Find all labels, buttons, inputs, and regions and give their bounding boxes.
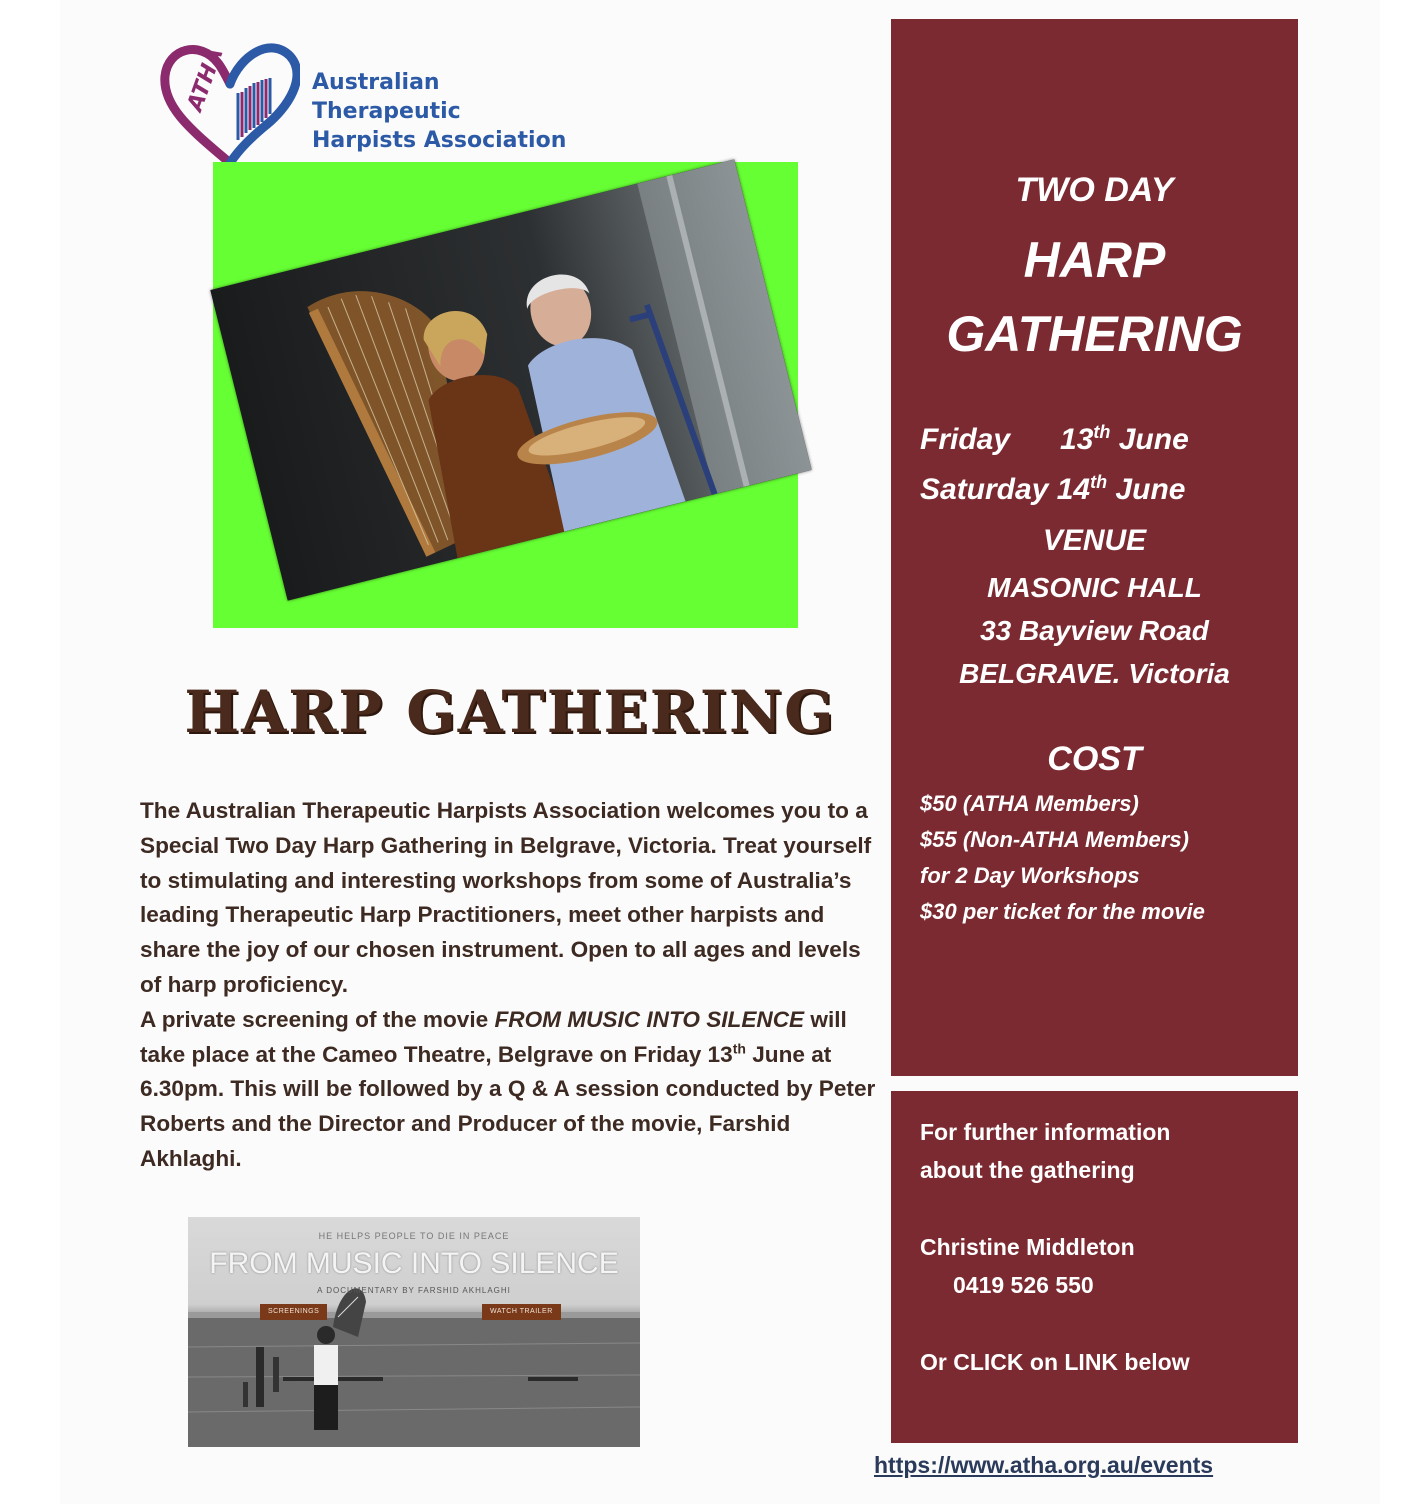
logo-line-1: Australian Therapeutic xyxy=(312,70,461,124)
contact-line-2: about the gathering xyxy=(920,1157,1135,1183)
screening-sup: th xyxy=(732,1040,746,1057)
saturday-label: Saturday 14 xyxy=(920,473,1091,506)
screening-paragraph xyxy=(140,1003,885,1177)
contact-name: Christine Middleton xyxy=(920,1234,1135,1260)
movie-title: FROM MUSIC INTO SILENCE xyxy=(494,1006,805,1032)
headline: HARP GATHERING xyxy=(184,678,836,746)
screenings-button[interactable]: SCREENINGS xyxy=(260,1304,327,1320)
harpists-photo xyxy=(210,159,811,600)
date-saturday xyxy=(920,473,1185,507)
harp-heading: HARP xyxy=(1023,232,1166,288)
contact-panel xyxy=(891,1091,1298,1443)
cost-movie: $30 per ticket for the movie xyxy=(920,899,1205,924)
cost-members: $50 (ATHA Members) xyxy=(920,791,1139,816)
saturday-sup: th xyxy=(1090,472,1108,492)
contact-phone[interactable]: 0419 526 550 xyxy=(953,1272,1094,1298)
screening-text-c: June at 6.30pm. This will be followed by a Q & A session conducted by Peter Roberts and the Director and Producer of the movie, Farshid Akhlaghi. xyxy=(140,1041,876,1171)
movie-poster xyxy=(188,1217,640,1447)
poster-subtitle: A DOCUMENTARY BY FARSHID AKHLAGHI xyxy=(317,1286,511,1295)
screening-text-b: will take place at the Cameo Theatre, Belgrave on Friday 13 xyxy=(140,1006,847,1067)
logo-text xyxy=(312,68,580,155)
logo-monogram: ATHA xyxy=(182,44,229,115)
friday-date: 13 xyxy=(1060,423,1094,456)
logo-line-2: Harpists Association xyxy=(312,128,567,153)
heart-harp-logo-icon xyxy=(160,38,300,168)
venue-name: MASONIC HALL xyxy=(987,572,1202,603)
venue-street: 33 Bayview Road xyxy=(980,615,1209,646)
saturday-month: June xyxy=(1107,473,1186,506)
venue-town: BELGRAVE. Victoria xyxy=(959,658,1230,689)
events-link[interactable]: https://www.atha.org.au/events xyxy=(874,1452,1214,1478)
poster-tagline: HE HELPS PEOPLE TO DIE IN PEACE xyxy=(318,1231,510,1241)
screening-text-a: A private screening of the movie xyxy=(140,1006,495,1032)
intro-paragraph: The Australian Therapeutic Harpists Association welcomes you to a Special Two Day Harp Gathering in Belgrave, Victoria. Treat yourself to stimulating and interesting workshops from some of Australia’s leading Therapeutic Harp Practitioners, meet other harpists and share the joy of our chosen instrument. Open to all ages and levels of harp proficiency. xyxy=(140,798,872,997)
harp-photo-frame xyxy=(213,162,798,628)
watch-trailer-button[interactable]: WATCH TRAILER xyxy=(482,1304,561,1320)
two-day-heading: TWO DAY xyxy=(1015,171,1174,209)
friday-sup: th xyxy=(1093,422,1111,442)
venue-label: VENUE xyxy=(1042,524,1147,557)
friday-month: June xyxy=(1110,423,1189,456)
contact-click-instruction: Or CLICK on LINK below xyxy=(920,1349,1190,1375)
contact-line-1: For further information xyxy=(920,1119,1171,1145)
gathering-heading: GATHERING xyxy=(946,306,1243,362)
atha-logo xyxy=(160,38,580,168)
friday-label: Friday xyxy=(920,423,1011,456)
cost-label: COST xyxy=(1047,740,1142,778)
event-info-panel xyxy=(891,19,1298,1076)
poster-title: FROM MUSIC INTO SILENCE xyxy=(209,1247,619,1280)
cost-non-members: $55 (Non-ATHA Members) xyxy=(920,827,1189,852)
description xyxy=(140,794,885,1177)
cost-workshops: for 2 Day Workshops xyxy=(920,863,1140,888)
date-friday xyxy=(920,423,1189,457)
